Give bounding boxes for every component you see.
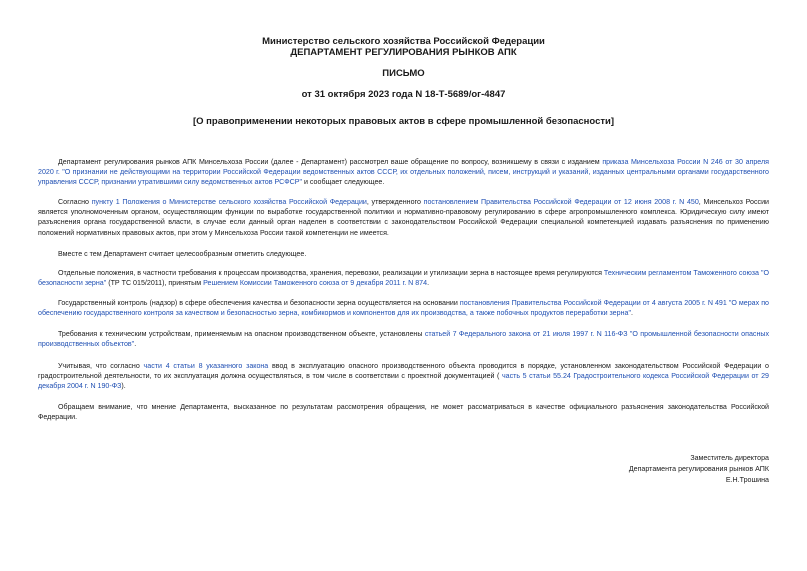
paragraph-2 — [38, 197, 769, 238]
paragraph-text: . — [427, 279, 430, 288]
paragraph-text: Департамент регулирования рынков АПК Минсельхоза России (далее - Департамент) рассмотрел ваше обращение по вопросу, возникшему в связи с изданием — [58, 158, 603, 166]
paragraph-text: Согласно — [58, 198, 92, 206]
link-urban-planning-code[interactable]: часть 5 статьи 55.24 Градостроительного кодекса Российской Федерации от 29 декабря 2004 г. N 190-ФЗ — [38, 372, 769, 391]
link-order-246[interactable]: приказа Минсельхоза России N 246 от 30 апреля 2020 г. "О признании не действующими на территории Российской Федерации ведомственных актов СССР, их отдельных положений, писем, инструкций и указаний, изданных центральными органами государственного управления СССР, признании утратившими силу ведомственных актов РСФСР" — [38, 158, 769, 187]
paragraph-text: Обращаем внимание, что мнение Департамента, высказанное по результатам рассмотрения обращения, не может рассматриваться в качестве официального разъяснения законодательства Российской Федерации. — [38, 403, 769, 422]
document-type: ПИСЬМО — [382, 68, 425, 79]
paragraph-text: ). — [121, 382, 126, 391]
paragraph-7 — [38, 361, 769, 392]
paragraph-1 — [38, 157, 769, 188]
link-regulation-ministry[interactable]: пункту 1 Положения о Министерстве сельского хозяйства Российской Федерации — [91, 198, 367, 206]
link-government-decree-450[interactable]: постановлением Правительства Российской Федерации от 12 июня 2008 г. N 450 — [423, 198, 699, 206]
paragraph-text: Вместе с тем Департамент считает целесообразным отметить следующее. — [58, 250, 307, 258]
paragraph-4 — [38, 268, 769, 288]
document-subject: [О правоприменении некоторых правовых актов в сфере промышленной безопасности] — [192, 116, 615, 127]
signature-position: Заместитель директора — [690, 454, 769, 462]
paragraph-text: Отдельные положения, в частности требования к процессам производства, хранения, перевозки, реализации и утилизации зерна в настоящее время регулируются — [58, 269, 604, 277]
signature-department: Департамента регулирования рынков АПК — [628, 465, 769, 473]
paragraph-text: . — [630, 309, 633, 318]
paragraph-text: Учитывая, что согласно — [58, 362, 144, 370]
paragraph-text: , Минсельхоз России является уполномоченным органом, осуществляющим функции по выработке государственной политики и нормативно-правовому регулированию в сфере агропромышленного комплекса. Юридическую силу имеют разъяснения органа государственной власти, в случае если данный орган наделен в соответствии с законодательством Российской Федерации специальной компетенцией издавать разъяснения по применению положений нормативных правовых актов, при этом у Минсельхоза России такой компетенции не имеется. — [38, 198, 770, 237]
paragraph-8 — [38, 402, 769, 422]
paragraph-text: Государственный контроль (надзор) в сфере обеспечения качества и безопасности зерна осуществляется на основании — [58, 299, 460, 307]
department-title: ДЕПАРТАМЕНТ РЕГУЛИРОВАНИЯ РЫНКОВ АПК — [290, 47, 517, 58]
paragraph-text: Требования к техническим устройствам, применяемым на опасном производственном объекте, установлены — [58, 330, 425, 338]
ministry-title: Министерство сельского хозяйства Российской Федерации — [262, 36, 545, 47]
paragraph-text: . — [134, 340, 137, 349]
paragraph-5 — [38, 298, 769, 318]
document-date-number: от 31 октября 2023 года N 18-Т-5689/ог-4847 — [301, 89, 506, 100]
paragraph-3 — [38, 249, 769, 259]
link-customs-commission-decision[interactable]: Решением Комиссии Таможенного союза от 9 декабря 2011 г. N 874 — [203, 279, 428, 288]
paragraph-text: ввод в эксплуатацию опасного производственного объекта проводится в порядке, установленном законодательством Российской Федерации о градостроительной деятельности, то их эксплуатация должна осуществляться, в том числе в соответствии с проектной документацией ( — [38, 362, 769, 381]
link-federal-law-116[interactable]: статьей 7 Федерального закона от 21 июля 1997 г. N 116-ФЗ "О промышленной безопасности опасных производственных объектов" — [38, 330, 770, 349]
paragraph-text: (ТР ТС 015/2011), принятым — [106, 279, 204, 288]
paragraph-6 — [38, 329, 769, 349]
link-technical-regulation[interactable]: Техническим регламентом Таможенного союза "О безопасности зерна" — [38, 269, 769, 288]
signature-name: Е.Н.Трошина — [725, 476, 769, 484]
link-law-article-8[interactable]: части 4 статьи 8 указанного закона — [143, 362, 269, 370]
link-government-decree-491[interactable]: постановления Правительства Российской Федерации от 4 августа 2005 г. N 491 "О мерах по обеспечению государственного контроля за качеством и безопасностью зерна, комбикормов и компонентов для их производства, а также побочных продуктов переработки зерна" — [38, 299, 769, 318]
paragraph-text: , утвержденного — [366, 198, 424, 206]
paragraph-text: и сообщает следующее. — [302, 178, 385, 187]
